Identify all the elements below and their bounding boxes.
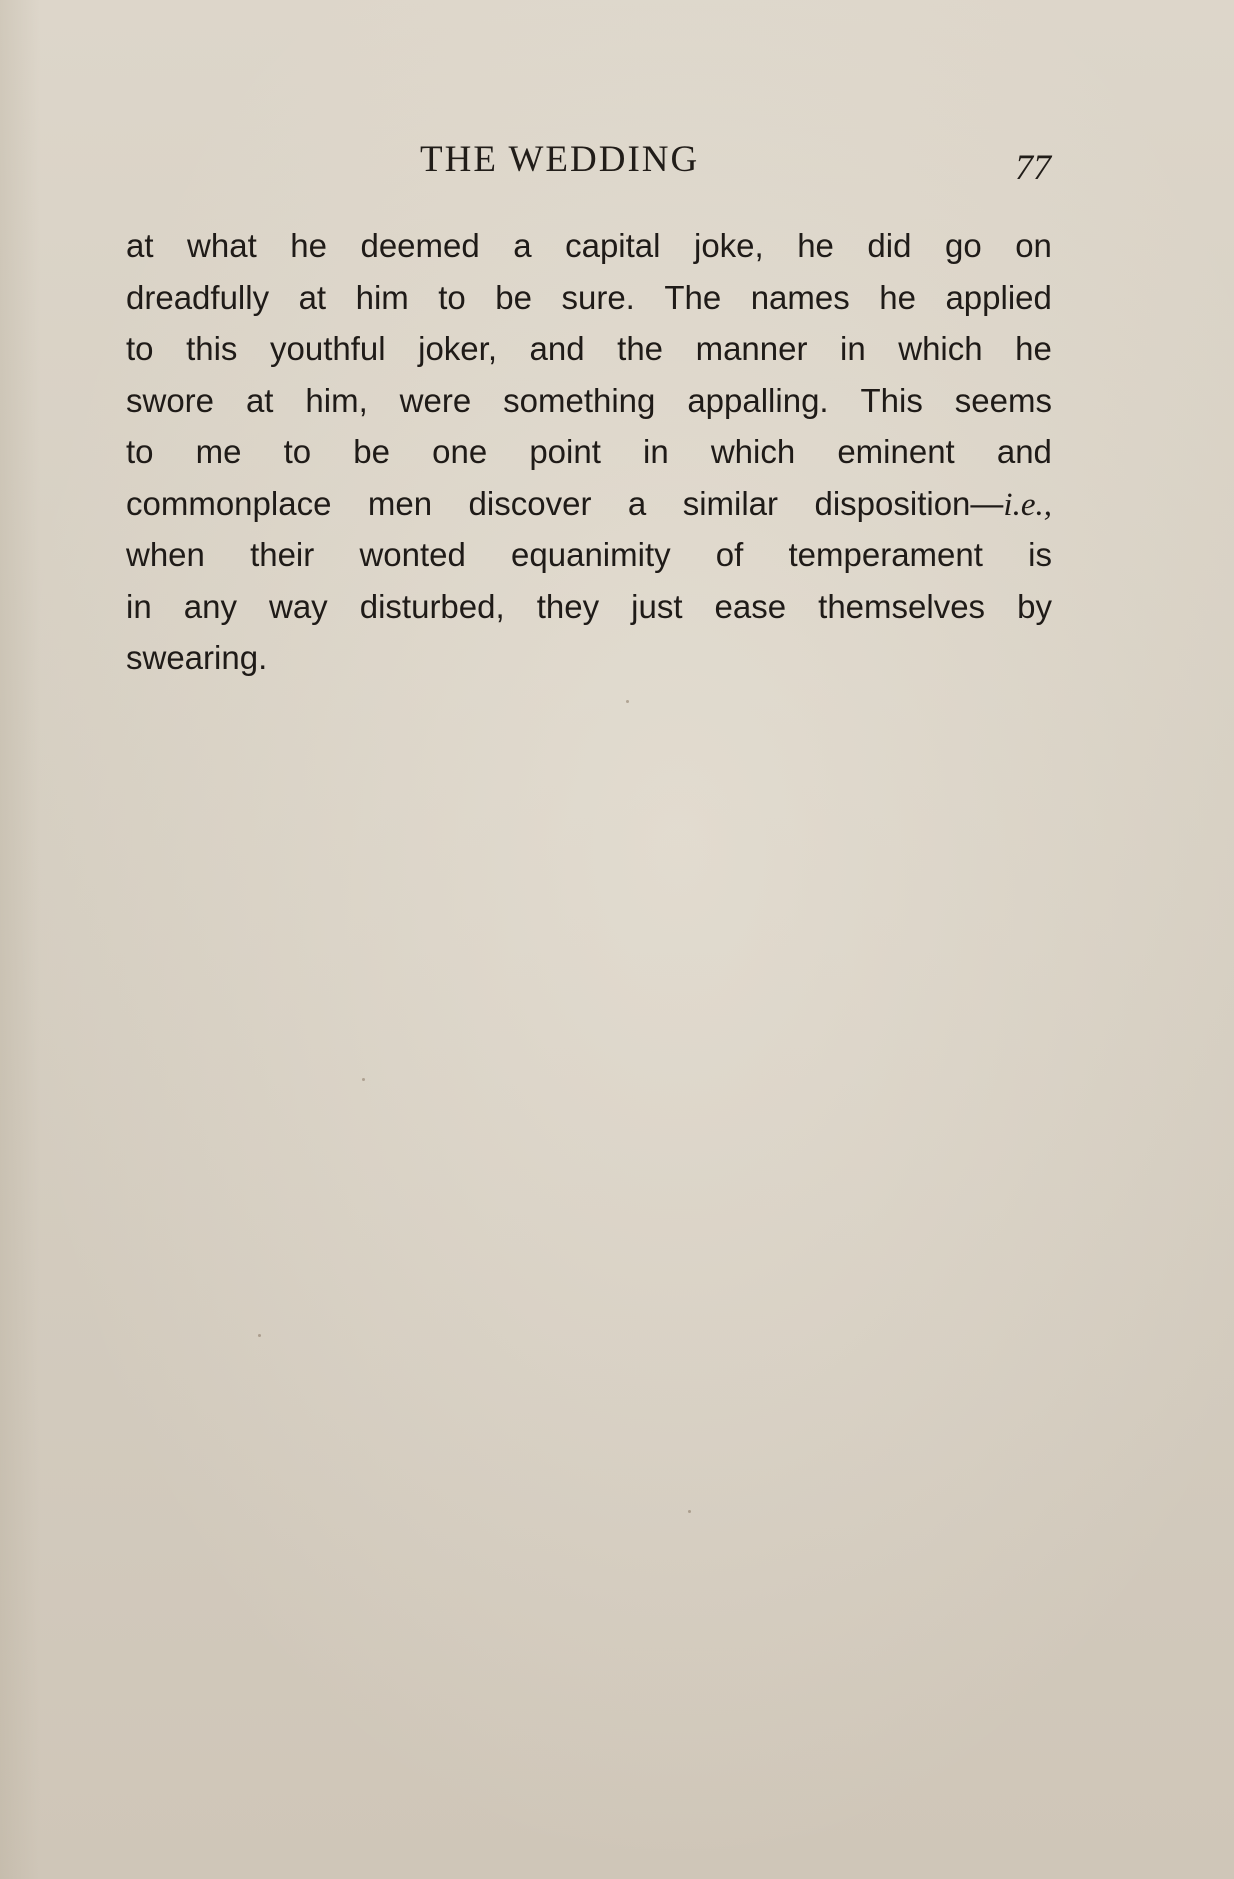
word: and (996, 433, 1052, 470)
word: way (269, 587, 328, 625)
text-line (126, 478, 1052, 530)
word: to (438, 278, 466, 316)
word: ease (714, 587, 787, 625)
text-line (126, 581, 1052, 633)
word: manner (695, 330, 808, 367)
word: similar (682, 484, 779, 522)
text-line (126, 426, 1052, 478)
italic-abbreviation: i.e., (1003, 486, 1052, 523)
word: sure. (561, 278, 635, 316)
word: commonplace (126, 484, 332, 522)
word: to (126, 330, 154, 367)
body-paragraph (126, 220, 1052, 684)
word: he (797, 227, 834, 264)
paper-speck (362, 1078, 365, 1081)
word: eminent (837, 433, 955, 470)
word: This (860, 381, 923, 419)
word: something (503, 381, 656, 419)
word: wonted (359, 536, 466, 573)
word: themselves (818, 587, 986, 625)
word: and (529, 330, 585, 367)
word: disposition— (814, 484, 1004, 522)
text-line (126, 375, 1052, 427)
word: be (353, 433, 390, 470)
text-line (126, 272, 1052, 324)
word: seems (954, 381, 1052, 419)
text-line (126, 632, 1052, 684)
word: swearing. (126, 639, 268, 676)
word: joker, (418, 330, 497, 367)
word: equanimity (511, 536, 671, 573)
text-line (126, 529, 1052, 581)
word: a (513, 227, 532, 264)
chapter-title: THE WEDDING (420, 139, 700, 180)
word: point (529, 433, 601, 470)
word: did (867, 227, 912, 264)
word: youthful (269, 330, 386, 367)
word: men (367, 484, 433, 522)
word: swore (126, 381, 215, 419)
paper-speck (258, 1334, 261, 1337)
paper-speck (626, 700, 629, 703)
word: deemed (360, 227, 480, 264)
word: he (290, 227, 327, 264)
word: go (944, 227, 982, 264)
word: what (187, 227, 257, 264)
word: to (126, 433, 154, 470)
word: in (840, 330, 866, 367)
word: were (399, 381, 472, 419)
word: just (631, 587, 683, 625)
page-number: 77 (1015, 147, 1051, 187)
word: temperament (788, 536, 983, 573)
word: of (715, 536, 744, 573)
word: by (1017, 587, 1052, 625)
word: to (283, 433, 312, 470)
word: capital (565, 227, 661, 264)
word-group (814, 478, 1052, 530)
word: is (1028, 536, 1052, 573)
word: be (495, 278, 532, 316)
word: joke, (693, 227, 764, 264)
word: one (432, 433, 488, 470)
word: at (298, 278, 327, 316)
word: he (879, 278, 916, 316)
word: which (898, 330, 983, 367)
text-line (126, 323, 1052, 375)
word: him (355, 278, 409, 316)
word: me (195, 433, 242, 470)
word: in (643, 433, 669, 470)
word: disturbed, (359, 587, 505, 625)
word: names (750, 278, 850, 316)
word: they (536, 587, 600, 625)
text-line (126, 220, 1052, 272)
word: their (250, 536, 315, 573)
word: on (1015, 227, 1052, 264)
word: the (617, 330, 664, 367)
word: he (1015, 330, 1052, 367)
word: at (126, 227, 154, 264)
word: discover (468, 484, 592, 522)
word: in (126, 587, 152, 625)
running-head (0, 138, 1234, 188)
word: at (245, 381, 274, 419)
paper-speck (688, 1510, 691, 1513)
word: dreadfully (126, 278, 270, 316)
word: appalling. (687, 381, 829, 419)
word: this (186, 330, 238, 367)
word: a (627, 484, 647, 522)
word: which (710, 433, 796, 470)
word: applied (945, 278, 1052, 316)
word: The (664, 278, 722, 316)
word: him, (305, 381, 368, 419)
word: when (126, 536, 205, 573)
word: any (183, 587, 237, 625)
